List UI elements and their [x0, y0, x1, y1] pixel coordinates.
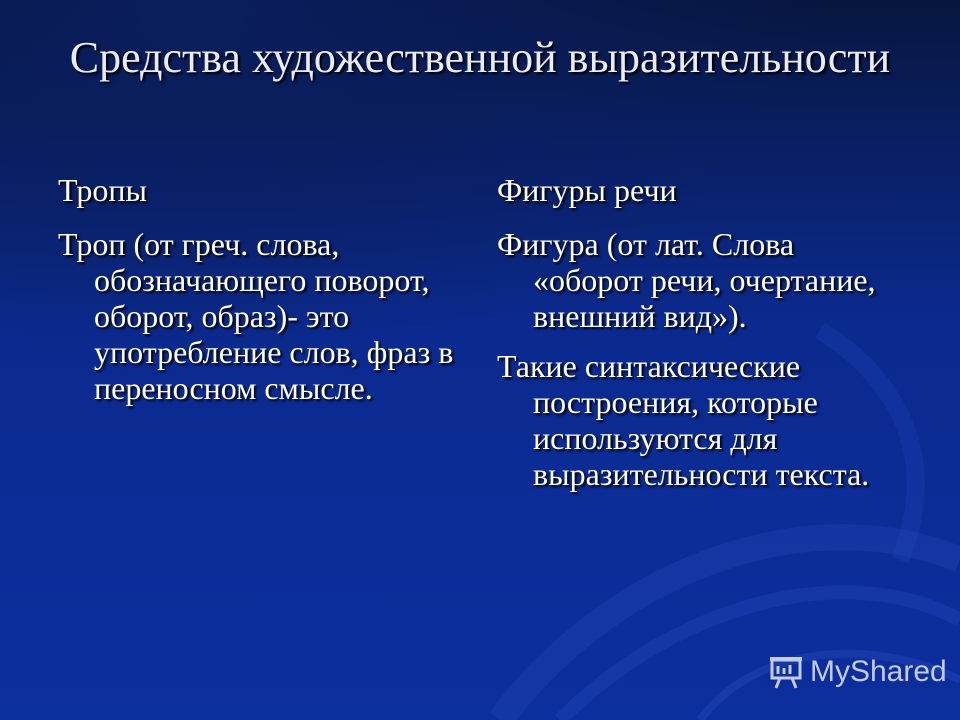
right-column-heading: Фигуры речи [497, 172, 677, 208]
slide-title: Средства художественной выразительности [69, 33, 891, 82]
presentation-board-icon [768, 654, 804, 690]
left-column-paragraph: Троп (от греч. слова, обозначающего поворот, оборот, образ)- это употребление слов, фраз в переносном смысле. [58, 226, 454, 406]
watermark-text: MyShared [810, 655, 947, 688]
right-column-paragraph-2: Такие синтаксические построения, которые используются для выразительности текста. [497, 348, 870, 492]
watermark-logo [768, 652, 947, 692]
right-column-paragraph-1: Фигура (от лат. Слова «оборот речи, очертание, внешний вид»). [497, 226, 876, 334]
left-column [58, 172, 458, 420]
left-column-heading: Тропы [58, 172, 147, 208]
right-column [497, 172, 907, 506]
